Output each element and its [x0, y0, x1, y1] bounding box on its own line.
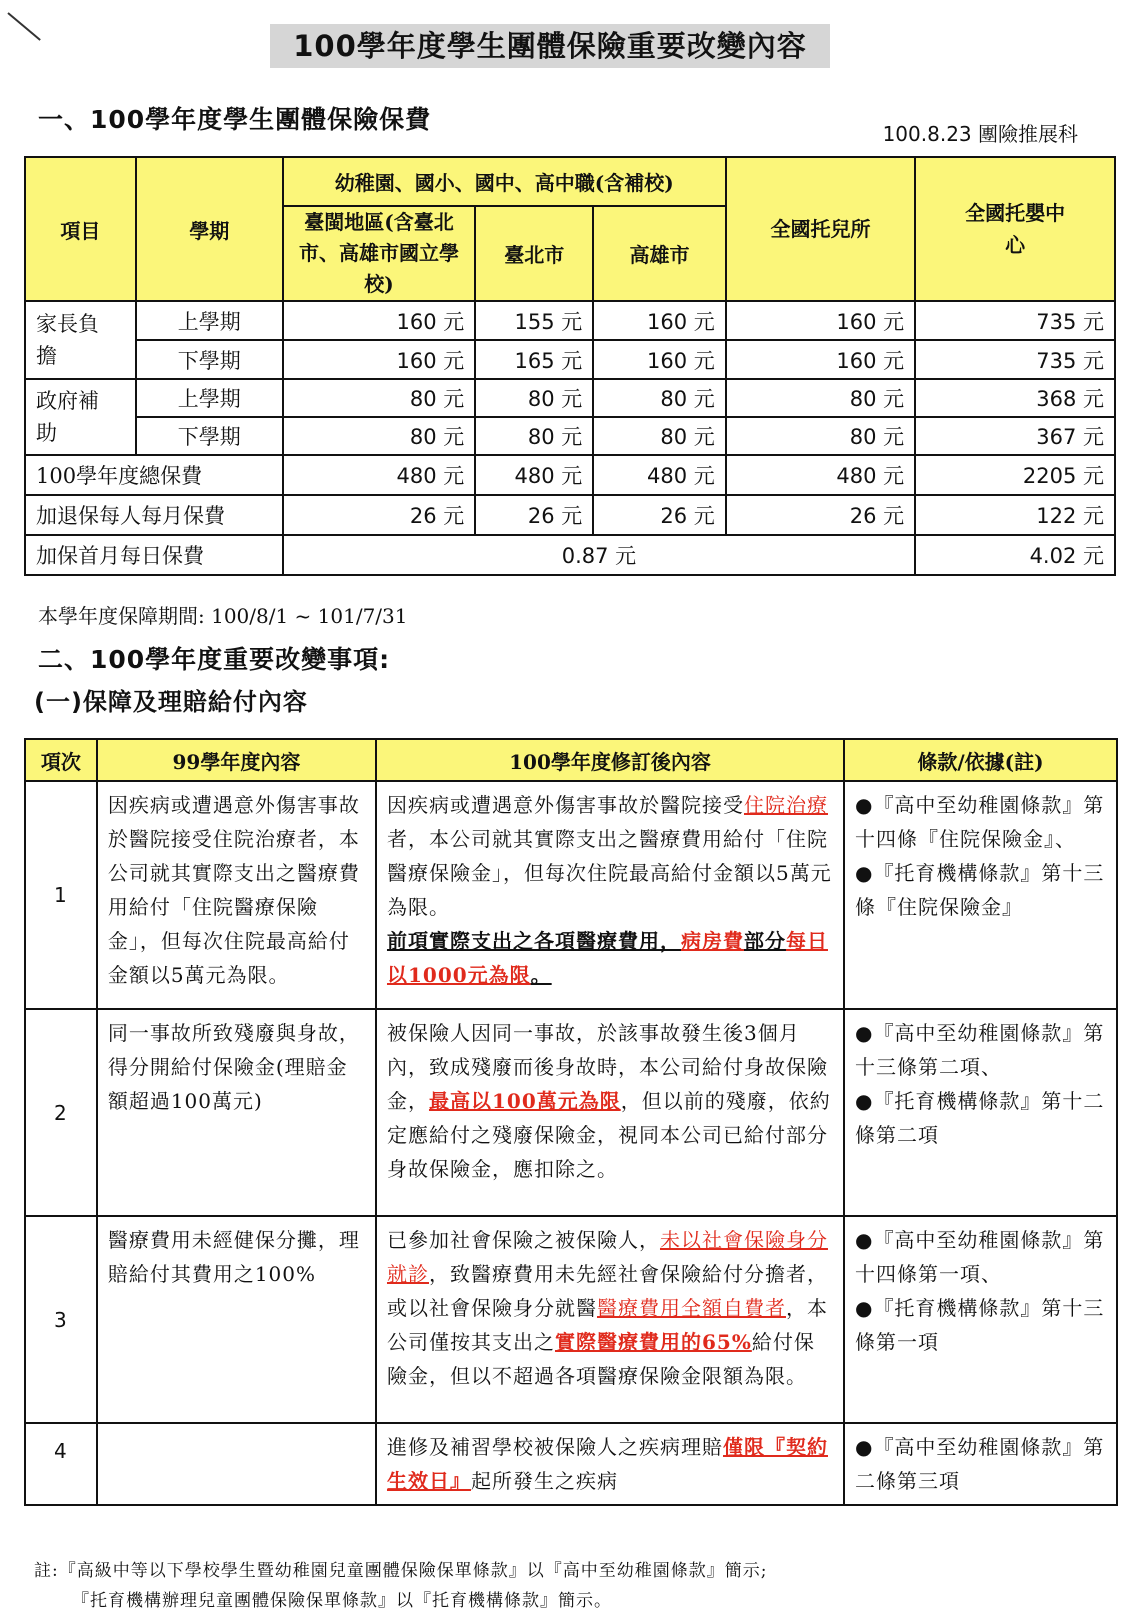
value-cell: 80 元: [283, 379, 476, 417]
header-kaohsiung: 高雄市: [593, 206, 725, 301]
value-cell: 735 元: [915, 301, 1115, 340]
value-cell: 480 元: [475, 455, 593, 495]
bullet-icon: ●: [854, 793, 874, 817]
section2-subheading: (一)保障及理賠給付內容: [34, 688, 308, 716]
item-number: 1: [25, 781, 97, 1009]
bold-text: 前項實際支出之各項醫療費用，: [386, 929, 681, 953]
basis-content: [844, 781, 1117, 1009]
table-row: [25, 1423, 1117, 1505]
value-cell: 80 元: [593, 417, 725, 455]
text-run: 『托育機構條款』第十三條『住院保險金』: [854, 861, 1105, 919]
table-row: [25, 781, 1117, 1009]
highlight-text: 僅限『契約生效日』: [386, 1435, 828, 1493]
term-cell: 上學期: [136, 379, 283, 417]
table-row: [25, 1009, 1117, 1216]
date-department: 100.8.23 團險推展科: [882, 122, 1078, 146]
total-label: 100學年度總保費: [25, 455, 283, 495]
item-number: 4: [25, 1423, 97, 1505]
value-cell: 480 元: [283, 455, 476, 495]
value-cell: 26 元: [593, 495, 725, 535]
daily-merged-value: 0.87 元: [283, 535, 915, 575]
highlight-text: 病房費: [680, 929, 744, 953]
footnote-line-2: 『托育機構辦理兒童團體保險保單條款』以『托育機構條款』簡示。: [72, 1591, 612, 1611]
monthly-label: 加退保每人每月保費: [25, 495, 283, 535]
header-old: 99學年度內容: [97, 739, 376, 781]
value-cell: 160 元: [726, 340, 915, 379]
header-school-group: 幼稚園、國小、國中、高中職(含補校): [283, 157, 726, 206]
section2-heading: 二、100學年度重要改變事項:: [38, 645, 391, 674]
text-run: 『高中至幼稚園條款』第十四條『住院保險金』、: [854, 793, 1105, 851]
text-run: 『高中至幼稚園條款』第十三條第二項、: [854, 1021, 1105, 1079]
value-cell: 160 元: [283, 340, 476, 379]
bullet-icon: ●: [854, 1089, 874, 1113]
table-row: [25, 455, 1115, 495]
header-term: 學期: [136, 157, 283, 301]
text-run: 者，本公司就其實際支出之醫療費用給付「住院醫療保險金」，但每次住院最高給付金額以5萬元為限。: [386, 827, 832, 919]
text-run: ，但以前的殘廢，依約定應給付之殘廢保險金，視同本公司已給付部分身故保險金，應扣除之。: [386, 1089, 831, 1181]
text-run: 起所發生之疾病: [470, 1469, 618, 1493]
old-content: 醫療費用未經健保分攤，理賠給付其費用之100%: [97, 1216, 376, 1423]
daily-label: 加保首月每日保費: [25, 535, 283, 575]
value-cell: 26 元: [726, 495, 915, 535]
value-cell: 122 元: [915, 495, 1115, 535]
header-nursery: 全國托兒所: [726, 157, 915, 301]
table-row: [25, 417, 1115, 455]
new-content: [376, 781, 844, 1009]
old-content: [97, 1423, 376, 1505]
value-cell: 160 元: [593, 340, 725, 379]
new-content: [376, 1216, 844, 1423]
value-cell: 160 元: [283, 301, 476, 340]
value-cell: 367 元: [915, 417, 1115, 455]
text-run: 『高中至幼稚園條款』第二條第三項: [854, 1435, 1105, 1493]
document-title: 100學年度學生團體保險重要改變內容: [270, 24, 830, 68]
footnote-line-1: 註:『高級中等以下學校學生暨幼稚園兒童團體保險保單條款』以『高中至幼稚園條款』簡示;: [34, 1561, 768, 1581]
pen-mark: [7, 12, 40, 41]
value-cell: 160 元: [593, 301, 725, 340]
table-row: [25, 535, 1115, 575]
old-content: 同一事故所致殘廢與身故，得分開給付保險金(理賠金額超過100萬元): [97, 1009, 376, 1216]
item-number: 2: [25, 1009, 97, 1216]
text-run: 『高中至幼稚園條款』第十四條第一項、: [854, 1228, 1105, 1286]
header-daycare: 全國托嬰中心: [915, 157, 1115, 301]
header-basis: 條款/依據(註): [844, 739, 1117, 781]
header-taiwan: 臺閩地區(含臺北市、高雄市國立學校): [283, 206, 476, 301]
premium-table: [24, 156, 1116, 576]
table-row: [25, 301, 1115, 340]
value-cell: 165 元: [475, 340, 593, 379]
highlight-text: 住院治療: [743, 793, 828, 817]
changes-table: [24, 738, 1118, 1506]
value-cell: 80 元: [475, 417, 593, 455]
value-cell: 4.02 元: [915, 535, 1115, 575]
bullet-icon: ●: [854, 1435, 874, 1459]
value-cell: 80 元: [475, 379, 593, 417]
text-run: 被保險人因同一事故，於該事故發生後3個月內，致成殘廢而後身故時，本公司給付身故保險金，: [386, 1021, 828, 1113]
item-number: 3: [25, 1216, 97, 1423]
text-run: 『托育機構條款』第十二條第二項: [854, 1089, 1105, 1147]
header-item: 項目: [25, 157, 136, 301]
text-run: 因疾病或遭遇意外傷害事故於醫院接受: [386, 793, 744, 817]
header-no: 項次: [25, 739, 97, 781]
highlight-text: 實際醫療費用的65%: [554, 1330, 752, 1354]
highlight-text: 最高以100萬元為限: [428, 1089, 621, 1113]
basis-content: [844, 1009, 1117, 1216]
term-cell: 上學期: [136, 301, 283, 340]
basis-content: [844, 1423, 1117, 1505]
new-content: [376, 1423, 844, 1505]
value-cell: 26 元: [283, 495, 476, 535]
bullet-icon: ●: [854, 861, 874, 885]
bullet-icon: ●: [854, 1296, 874, 1320]
term-cell: 下學期: [136, 417, 283, 455]
value-cell: 155 元: [475, 301, 593, 340]
value-cell: 80 元: [726, 417, 915, 455]
table-row: [25, 340, 1115, 379]
value-cell: 480 元: [726, 455, 915, 495]
text-run: ，致醫療費用未先經社會保險給付分擔者，或以社會保險身分就醫: [386, 1262, 828, 1320]
text-run: 已參加社會保險之被保險人，: [386, 1228, 660, 1252]
table-row: [25, 1216, 1117, 1423]
highlight-text: 醫療費用全額自費者: [596, 1296, 786, 1320]
bold-text: 部分: [743, 929, 786, 953]
basis-content: [844, 1216, 1117, 1423]
bullet-icon: ●: [854, 1228, 874, 1252]
header-new: 100學年度修訂後內容: [376, 739, 844, 781]
old-content: 因疾病或遭遇意外傷害事故於醫院接受住院治療者，本公司就其實際支出之醫療費用給付「住院醫療保險金」，但每次住院最高給付金額以5萬元為限。: [97, 781, 376, 1009]
value-cell: 80 元: [593, 379, 725, 417]
value-cell: 2205 元: [915, 455, 1115, 495]
text-run: 進修及補習學校被保險人之疾病理賠: [386, 1435, 723, 1459]
bold-text: 。: [530, 963, 552, 987]
table-row: [25, 495, 1115, 535]
highlight-text: 未以社會保險身分就診: [386, 1228, 828, 1286]
header-taipei: 臺北市: [475, 206, 593, 301]
table-row: [25, 379, 1115, 417]
text-run: 給付保險金，但以不超過各項醫療保險金限額為限。: [386, 1330, 815, 1388]
value-cell: 480 元: [593, 455, 725, 495]
new-content: [376, 1009, 844, 1216]
bullet-icon: ●: [854, 1021, 874, 1045]
value-cell: 26 元: [475, 495, 593, 535]
value-cell: 80 元: [726, 379, 915, 417]
coverage-period: 本學年度保障期間: 100/8/1 ~ 101/7/31: [38, 604, 408, 628]
value-cell: 368 元: [915, 379, 1115, 417]
value-cell: 80 元: [283, 417, 476, 455]
text-run: 『托育機構條款』第十三條第一項: [854, 1296, 1105, 1354]
term-cell: 下學期: [136, 340, 283, 379]
value-cell: 735 元: [915, 340, 1115, 379]
value-cell: 160 元: [726, 301, 915, 340]
row-group-parent: 家長負擔: [25, 301, 136, 379]
highlight-text: 每日以1000元為限: [386, 929, 828, 987]
row-group-government: 政府補助: [25, 379, 136, 455]
text-run: ，本公司僅按其支出之: [386, 1296, 828, 1354]
section1-heading: 一、100學年度學生團體保險保費: [38, 105, 432, 134]
